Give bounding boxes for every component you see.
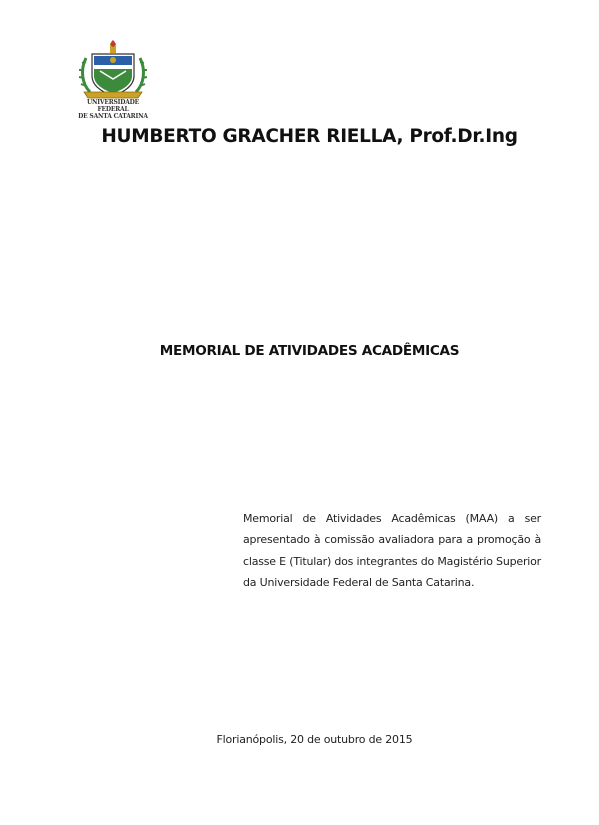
author-name: HUMBERTO GRACHER RIELLA, Prof.Dr.Ing bbox=[101, 126, 518, 147]
ufsc-coat-of-arms-icon bbox=[72, 40, 154, 100]
logo-caption bbox=[72, 99, 154, 120]
logo-caption-line2: DE SANTA CATARINA bbox=[78, 113, 148, 120]
document-abstract: Memorial de Atividades Acadêmicas (MAA) a ser apresentado à comissão avaliadora para a promoção à classe E (Titular) dos integrantes do Magistério Superior da Universidade Federal de Santa Catarina. bbox=[243, 512, 541, 589]
document-title: MEMORIAL DE ATIVIDADES ACADÊMICAS bbox=[159, 343, 460, 359]
logo-caption-line1: UNIVERSIDADE FEDERAL bbox=[86, 99, 140, 113]
place-and-date: Florianópolis, 20 de outubro de 2015 bbox=[216, 733, 413, 746]
